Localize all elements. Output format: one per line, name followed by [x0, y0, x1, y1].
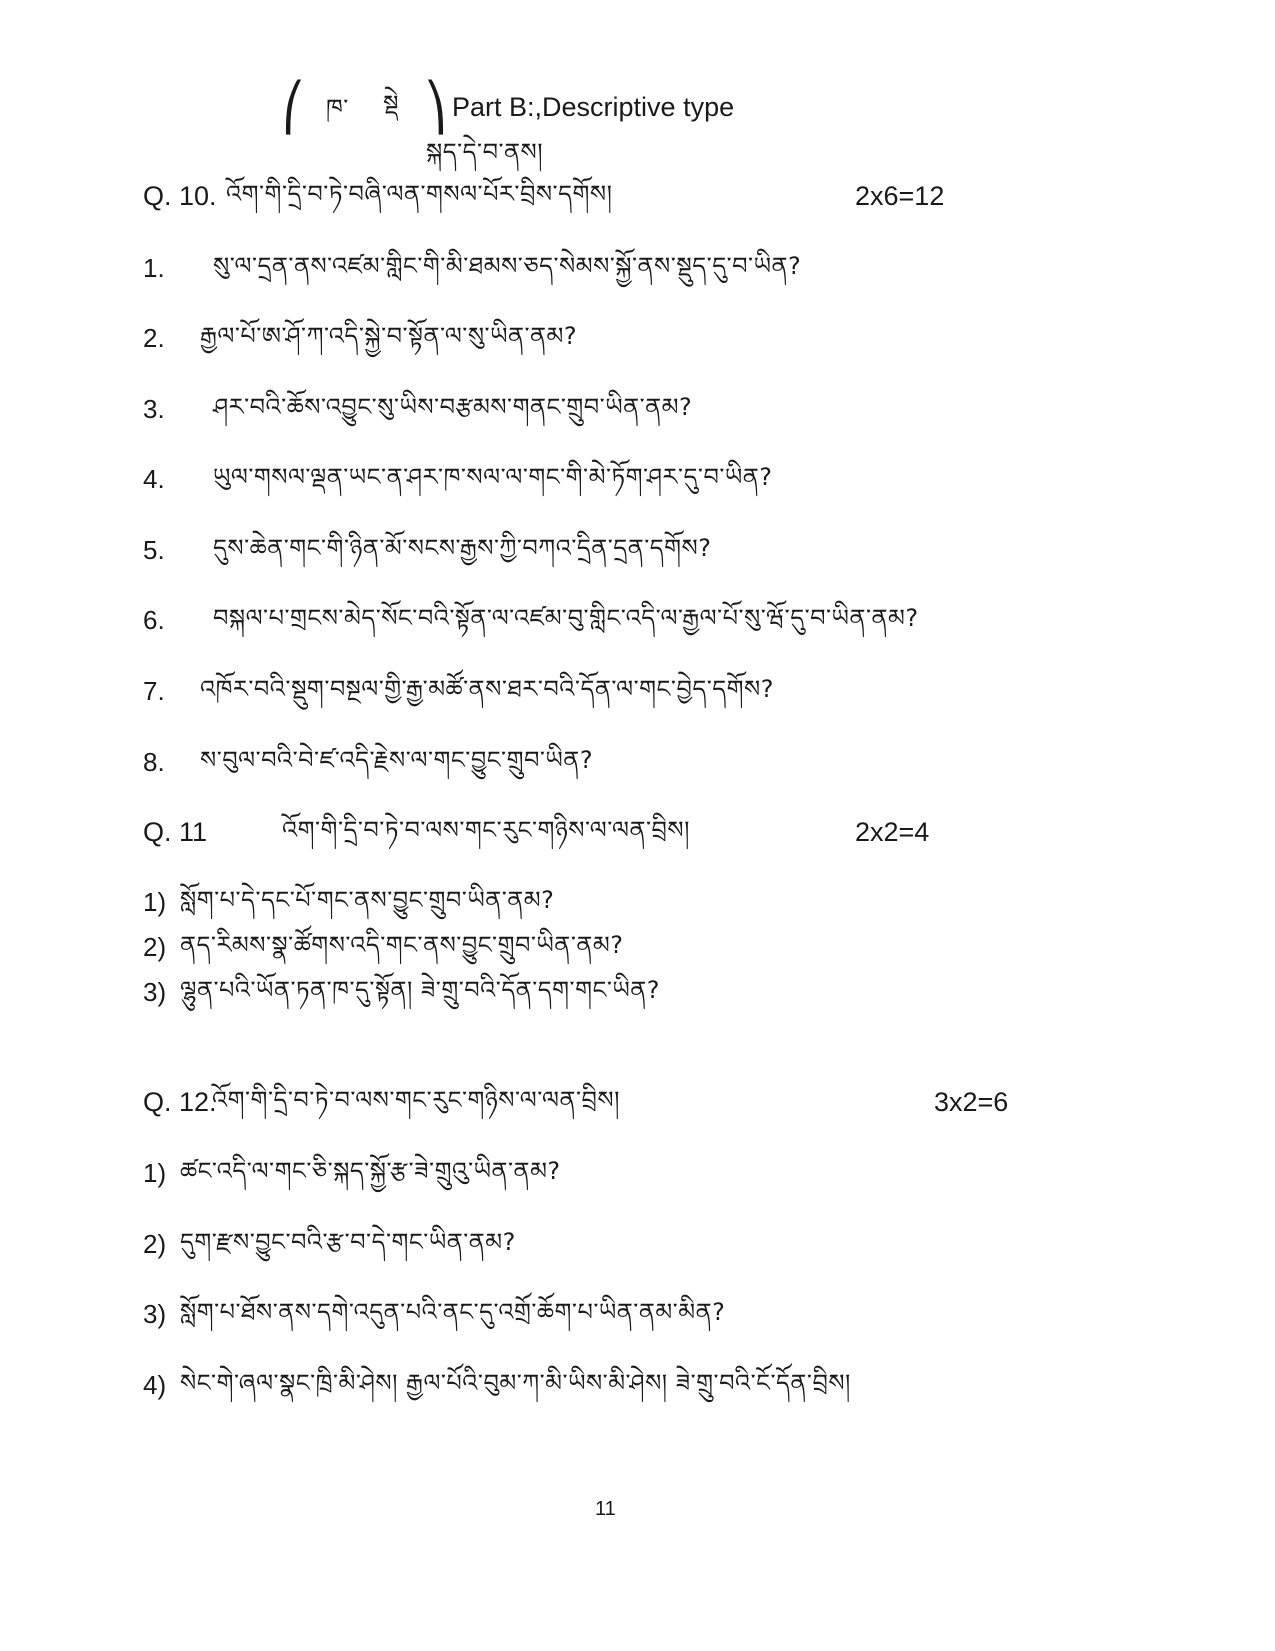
page-number: 11: [595, 1498, 616, 1520]
q12-item-number: 1): [143, 1158, 167, 1188]
q10-item-text: རྒྱལ་པོ་ཨ་ཤོ་ཀ་འདི་སྐྱེ་བ་སྟོན་ལ་སུ་ཡིན་ནམ?: [200, 322, 578, 350]
q11-marks: 2x2=4: [855, 817, 930, 847]
q10-label: Q. 10.: [143, 181, 217, 211]
q10-item-text: ས་བུལ་བའི་བེ་ཛ་འདི་རྗེས་ལ་གང་བྱུང་གྲུབ་ཡིན?: [200, 746, 594, 774]
q12-item-number: 4): [143, 1370, 167, 1400]
q11-item-text: སློག་པ་དེ་དང་པོ་གང་ནས་བྱུང་གྲུབ་ཡིན་ནམ?: [180, 886, 555, 914]
part-subtitle: སྐད་དེ་བ་ནས།: [426, 138, 544, 166]
q10-marks: 2x6=12: [855, 181, 945, 211]
q10-item-number: 7.: [143, 676, 165, 706]
q12-item-text: དུག་རྫས་བྱུང་བའི་རྩ་བ་དེ་གང་ཡིན་ནམ?: [180, 1228, 516, 1256]
q11-item-text: ལྷུན་པའི་ཡོན་ཏན་ཁ་དུ་སྟོན། ཟེ་གྲུ་བའི་དོན་དག་གང་ཡིན?: [180, 976, 661, 1004]
q12-item-number: 2): [143, 1229, 167, 1259]
q11-item-number: 1): [143, 887, 167, 917]
q10-item-number: 6.: [143, 605, 165, 635]
q10-item-text: བསྐལ་པ་གྲངས་མེད་སོང་བའི་སྟོན་ལ་འཛམ་བུ་གླིང་འདི་ལ་རྒྱལ་པོ་སུ་ཝོ་དུ་བ་ཡིན་ནམ?: [213, 604, 919, 632]
q10-item-number: 3.: [143, 394, 165, 424]
q11-label: Q. 11: [143, 817, 208, 847]
header-bracket-open: ⎛: [282, 80, 305, 134]
header-bracket-close: ⎞: [424, 80, 447, 134]
q12-item-text: ཚང་འདི་ལ་གང་ཅི་སྐད་སྐྱོ་རྩ་ཟེ་གྲུའུ་ཡིན་ནམ?: [180, 1157, 561, 1185]
q10-item-text: སུ་ལ་དྲན་ནས་འཛམ་གླིང་གི་མི་ཐམས་ཅད་སེམས་སྐྱོ་ནས་སྡུད་དུ་བ་ཡིན?: [213, 252, 802, 280]
q12-item-text: སློག་པ་ཐོས་ནས་དགེ་འདུན་པའི་ནང་དུ་འགྲོ་ཆོག་པ་ཡིན་ནམ་མིན?: [180, 1298, 726, 1326]
q10-item-number: 5.: [143, 535, 165, 565]
header-tib-a: ཁ་: [326, 94, 349, 122]
q10-item-number: 4.: [143, 464, 165, 494]
q10-item-text: དུས་ཆེན་གང་གི་ཉིན་མོ་སངས་རྒྱས་ཀྱི་བཀའ་དྲིན་དྲན་དགོས?: [213, 534, 712, 562]
q12-label: Q. 12.: [143, 1087, 217, 1117]
header-tib-b: སྡེ: [383, 90, 399, 118]
q10-item-number: 8.: [143, 747, 165, 777]
q10-item-text: འཁོར་བའི་སྡུག་བསྔལ་གྱི་རྒྱ་མཚོ་ནས་ཐར་བའི་དོན་ལ་གང་བྱེད་དགོས?: [200, 675, 774, 703]
part-title: Part B:,Descriptive type: [452, 92, 735, 122]
q10-item-text: ཤར་བའི་ཆོས་འབྱུང་སུ་ཡིས་བརྩམས་གནང་གྲུབ་ཡིན་ནམ?: [213, 393, 693, 421]
q10-item-number: 1.: [143, 253, 165, 283]
q10-item-number: 2.: [143, 323, 165, 353]
q12-instruction: འོག་གི་དྲི་བ་ཏེ་བ་ལས་གང་རུང་གཉིས་ལ་ལན་བྲིས།: [212, 1086, 620, 1114]
q11-instruction: འོག་གི་དྲི་བ་ཏེ་བ་ལས་གང་རུང་གཉིས་ལ་ལན་བྲིས།: [282, 816, 690, 844]
q12-item-text: སེང་གེ་ཞལ་སྣང་ཁྲི་མི་ཤེས། རྒྱལ་པོའི་བུམ་ཀ་མི་ཡིས་མི་ཤེས། ཟེ་གྲུ་བའི་ངོ་དོན་བྲིས།: [180, 1369, 851, 1397]
q12-item-number: 3): [143, 1299, 167, 1329]
q11-item-text: ནད་རིམས་སྣ་ཚོགས་འདི་གང་ནས་བྱུང་གྲུབ་ཡིན་ནམ?: [180, 931, 624, 959]
q10-item-text: ཡུལ་གསལ་ལྡན་ཡང་ན་ཤར་ཁ་སལ་ལ་གང་གི་མེ་ཏོག་ཤར་དུ་བ་ཡིན?: [213, 463, 773, 491]
q11-item-number: 3): [143, 977, 167, 1007]
q12-marks: 3x2=6: [934, 1087, 1009, 1117]
q11-item-number: 2): [143, 932, 167, 962]
q10-instruction: འོག་གི་དྲི་བ་ཏེ་བཞི་ལན་གསལ་པོར་བྲིས་དགོས།: [226, 180, 613, 208]
